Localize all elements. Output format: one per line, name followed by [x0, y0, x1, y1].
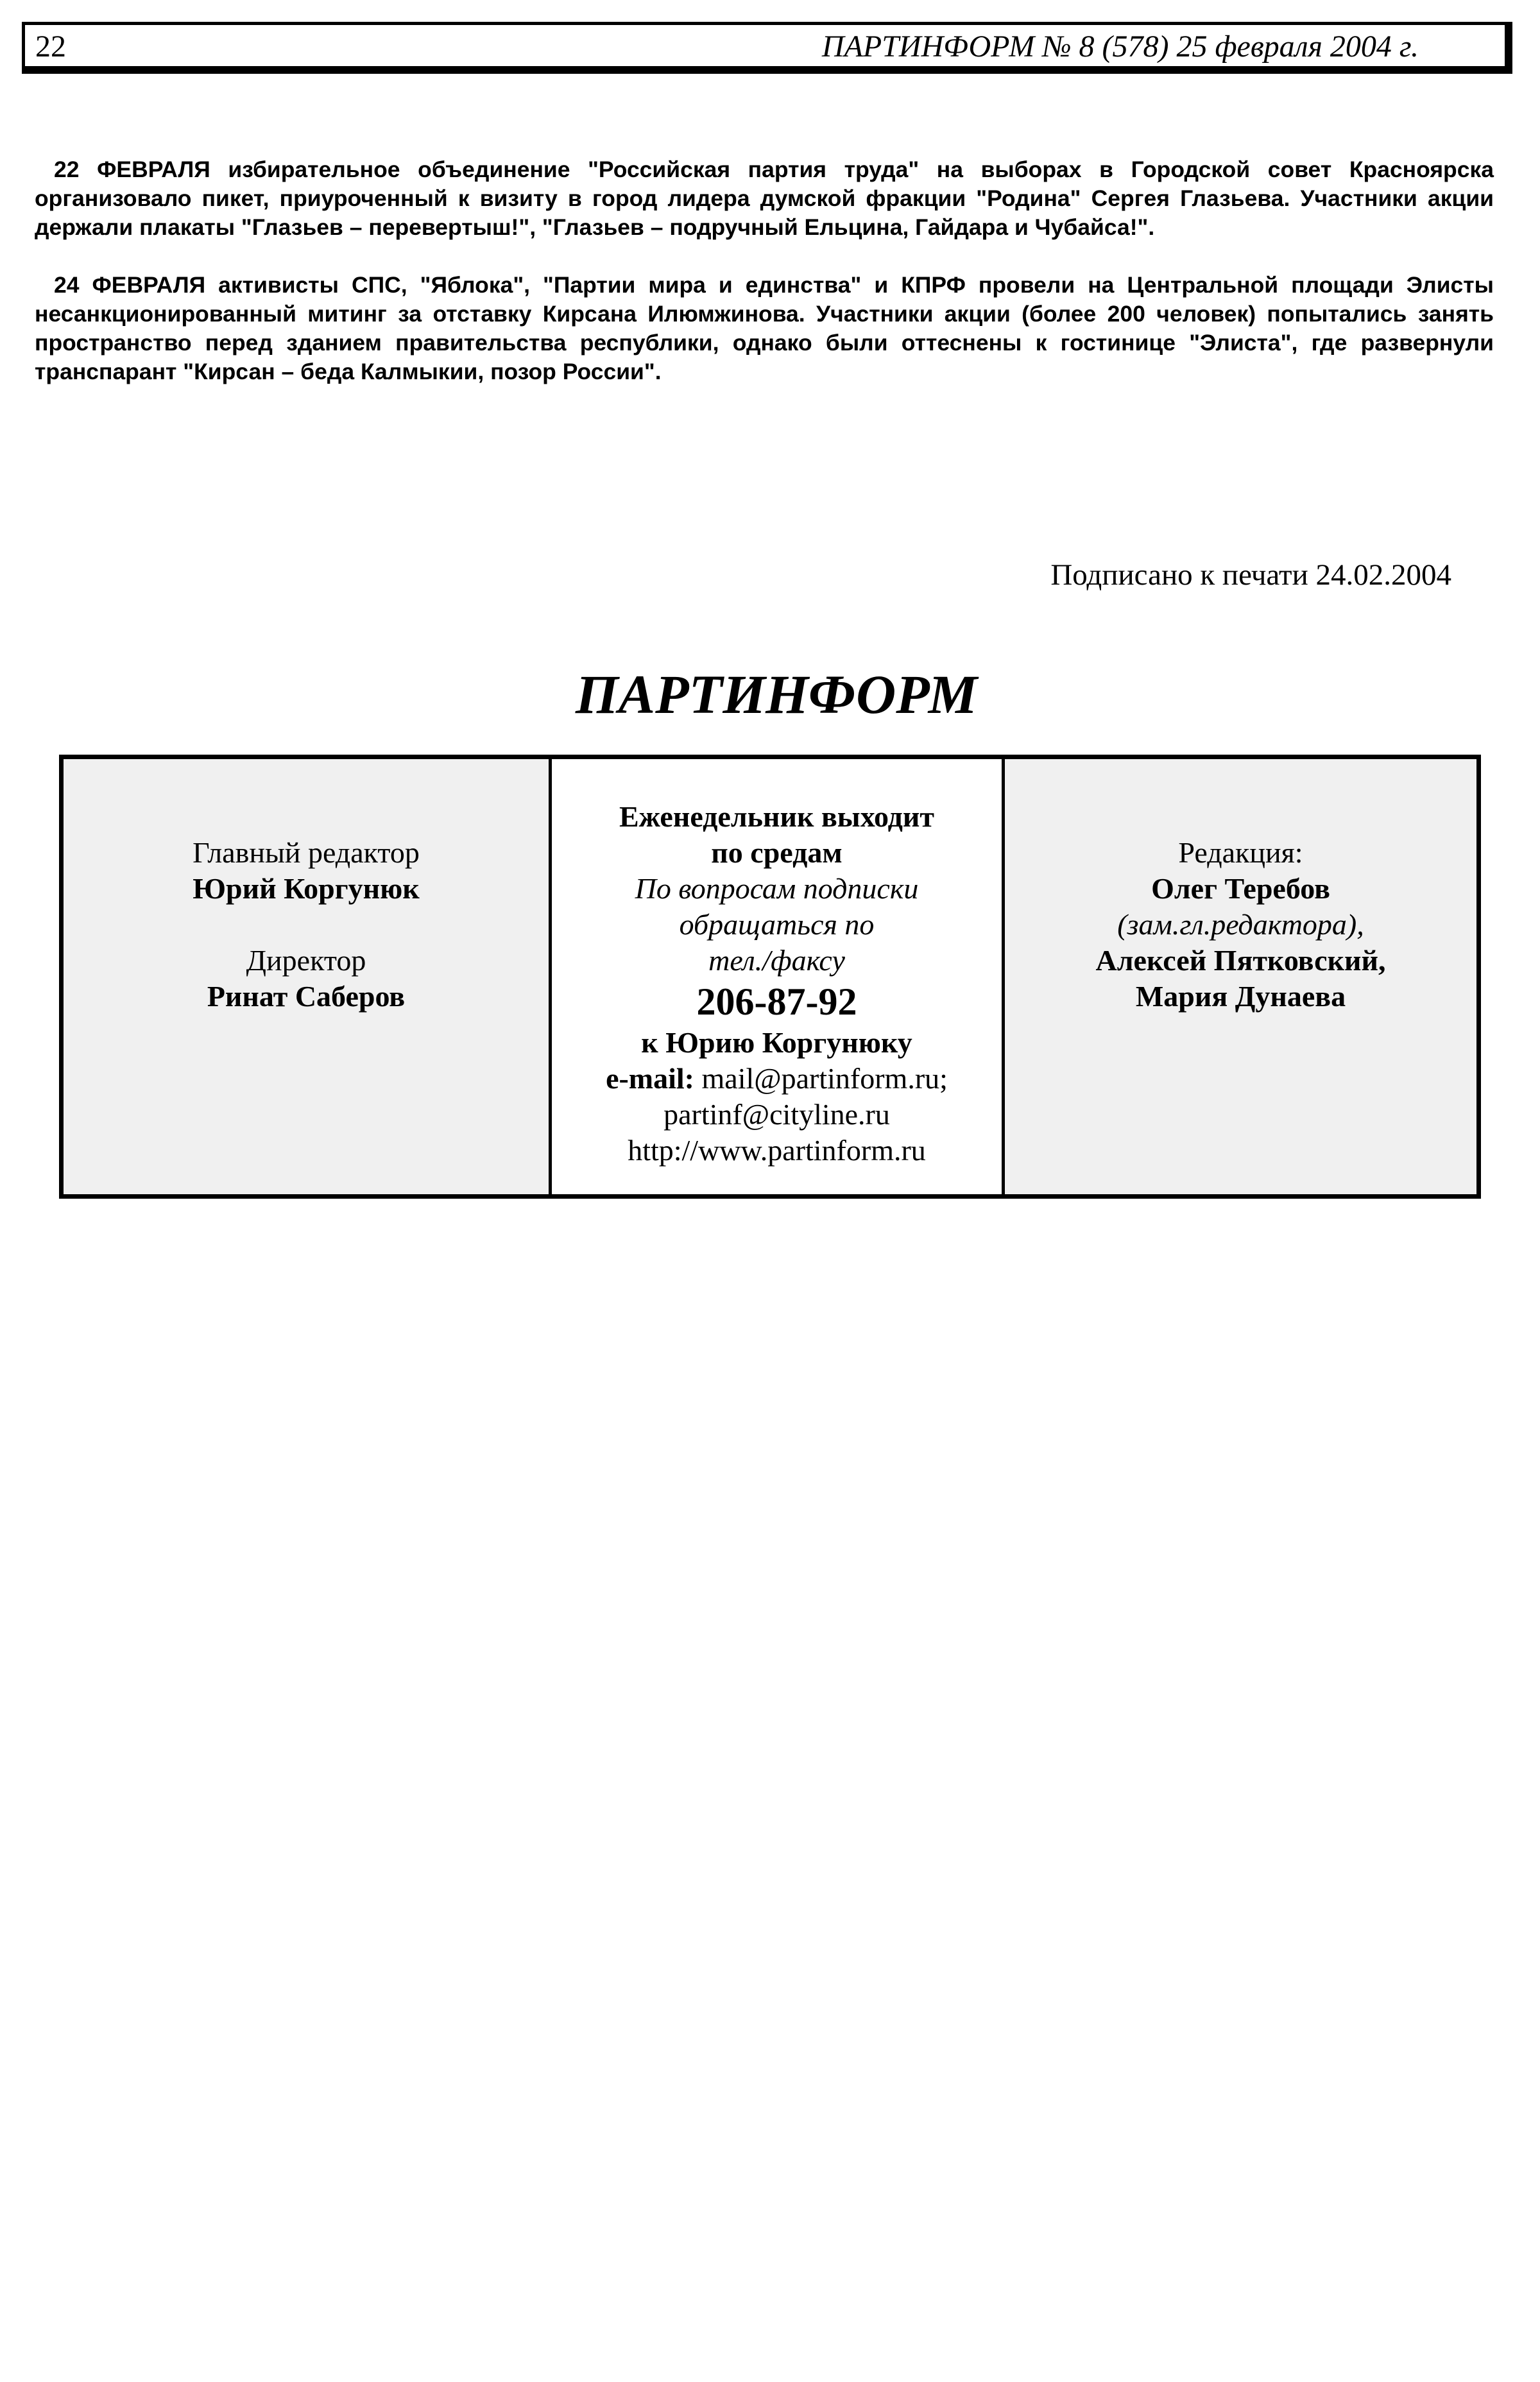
director-role: Директор [246, 944, 366, 977]
page-number: 22 [35, 30, 66, 64]
editorial-role-1: (зам.гл.редактора), [1117, 908, 1364, 941]
page-header [22, 22, 1512, 74]
editor-role: Главный редактор [193, 836, 420, 869]
phone-number: 206-87-92 [696, 981, 857, 1023]
editorial-label: Редакция: [1178, 836, 1303, 869]
email-primary[interactable]: mail@partinform.ru; [701, 1062, 948, 1095]
director-name: Ринат Саберов [207, 980, 406, 1013]
email-secondary[interactable]: partinf@cityline.ru [663, 1098, 890, 1131]
masthead-title: ПАРТИНФОРМ [575, 664, 978, 725]
email-line [552, 1061, 1002, 1097]
masthead-cell-editorial [1005, 759, 1476, 1194]
masthead-cell-subscription [552, 759, 1005, 1194]
editor-name: Юрий Коргунюк [193, 872, 420, 905]
masthead-cell-staff [64, 759, 552, 1194]
subscription-line-3: тел./факсу [708, 944, 845, 977]
subscription-line-2: обращаться по [679, 908, 875, 941]
schedule-line-2: по средам [711, 836, 843, 869]
signed-to-print: Подписано к печати 24.02.2004 [1050, 558, 1451, 592]
masthead-table [59, 755, 1481, 1199]
schedule-line-1: Еженедельник выходит [619, 800, 935, 833]
editorial-name-3: Мария Дунаева [1135, 980, 1346, 1013]
news-item: 24 ФЕВРАЛЯ активисты СПС, "Яблока", "Партии мира и единства" и КПРФ провели на Центральной площади Элисты несанкционированный митинг за отставку Кирсана Илюмжинова. Участники акции (более 200 человек) попытались занять пространство перед зданием правительства республики, однако были оттеснены к гостинице "Элиста", где развернули транспарант "Кирсан – беда Калмыкии, позор России". [35, 272, 1494, 384]
running-title: ПАРТИНФОРМ № 8 (578) 25 февраля 2004 г. [821, 30, 1419, 64]
editorial-name-2: Алексей Пятковский, [1095, 944, 1386, 977]
contact-person: к Юрию Коргунюку [641, 1026, 912, 1059]
spacer [64, 907, 549, 943]
news-item: 22 ФЕВРАЛЯ избирательное объединение "Российская партия труда" на выборах в Городской совет Красноярска организовало пикет, приуроченный к визиту в город лидера думской фракции "Родина" Сергея Глазьева. Участники акции держали плакаты "Глазьев – перевертыш!", "Глазьев – подручный Ельцина, Гайдара и Чубайса!". [35, 157, 1494, 240]
subscription-line-1: По вопросам подписки [635, 872, 919, 905]
website-link[interactable]: http://www.partinform.ru [628, 1134, 926, 1167]
email-label: e-mail: [606, 1062, 694, 1095]
editorial-name-1: Олег Теребов [1151, 872, 1330, 905]
